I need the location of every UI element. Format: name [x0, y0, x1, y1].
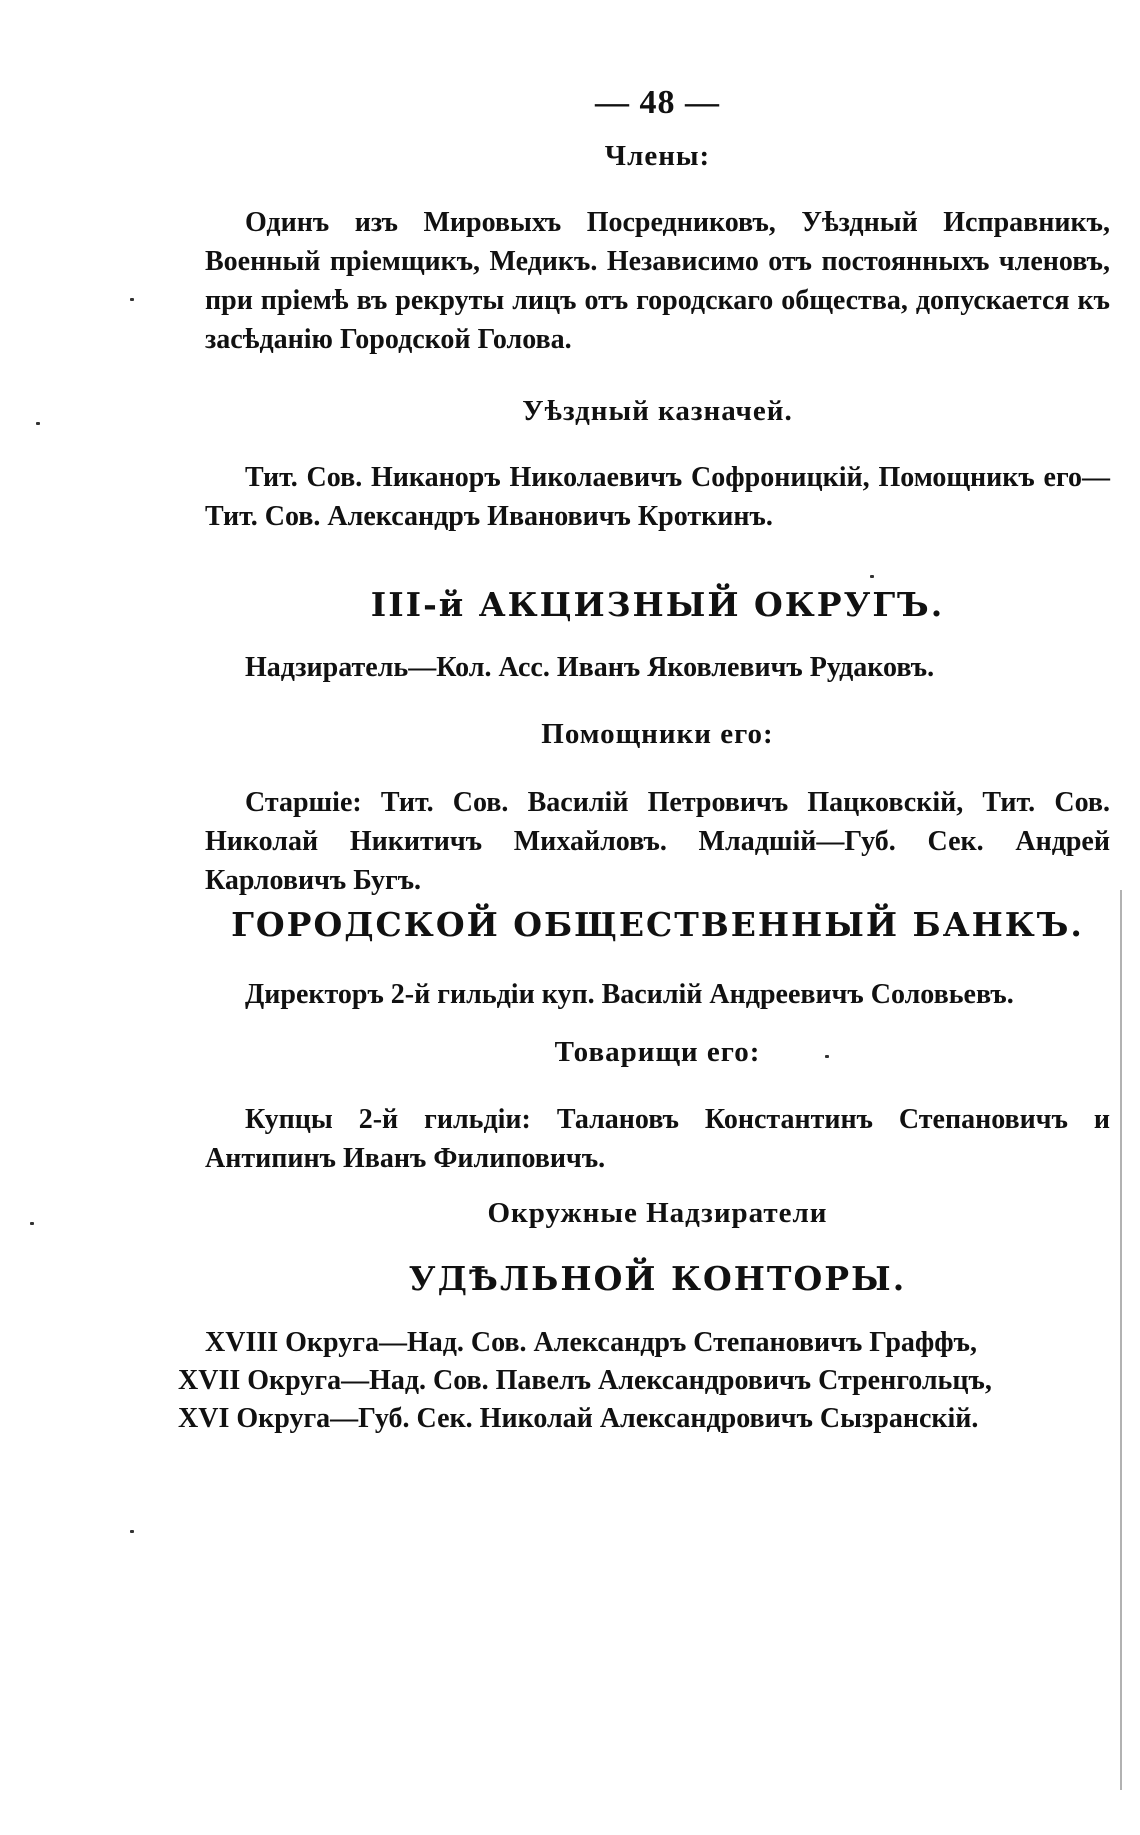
appanage-heading-line1: Окружные Надзиратели [487, 1197, 828, 1229]
print-speck [870, 575, 874, 578]
bank-director: Директоръ 2-й гильдіи куп. Василій Андреевичъ Соловьевъ. [245, 979, 1014, 1010]
appanage-line: XVIII Округа—Над. Сов. Александръ Степановичъ Граффъ, [205, 1327, 977, 1358]
appanage-heading-line2: УДѢЛЬНОЙ КОНТОРЫ. [408, 1259, 907, 1298]
members-paragraph: Одинъ изъ Мировыхъ Посредниковъ, Уѣздный Исправникъ, Военный пріемщикъ, Медикъ. Независимо отъ постоянныхъ членовъ, при пріемѣ въ рекруты лицъ отъ городскаго общества, допускается къ засѣданію Городской Голова. [205, 207, 1110, 355]
members-heading: Члены: [604, 140, 711, 172]
bank-heading: ГОРОДСКОЙ ОБЩЕСТВЕННЫЙ БАНКЪ. [231, 905, 1084, 944]
print-speck [130, 1530, 134, 1533]
print-speck [825, 1055, 829, 1058]
appanage-line: XVII Округа—Над. Сов. Павелъ Александровичъ Стренгольцъ, [178, 1365, 992, 1396]
page-number: — 48 — [595, 84, 720, 121]
print-speck [30, 1222, 34, 1225]
bank-comrades-paragraph: Купцы 2-й гильдіи: Талановъ Константинъ Степановичъ и Антипинъ Иванъ Филиповичъ. [205, 1104, 1110, 1174]
treasurer-heading: Уѣздный казначей. [522, 395, 793, 427]
excise-assistants-paragraph: Старшіе: Тит. Сов. Василій Петровичъ Пацковскій, Тит. Сов. Николай Никитичъ Михайловъ. Младшій—Губ. Сек. Андрей Карловичъ Бугъ. [205, 787, 1110, 896]
excise-heading: III-й АКЦИЗНЫЙ ОКРУГЪ. [370, 585, 945, 624]
print-speck [36, 422, 40, 425]
page-edge-rule [1120, 890, 1122, 1790]
print-speck [130, 298, 134, 301]
excise-supervisor: Надзиратель—Кол. Асс. Иванъ Яковлевичъ Рудаковъ. [245, 652, 935, 683]
appanage-line: XVI Округа—Губ. Сек. Николай Александровичъ Сызранскій. [178, 1403, 979, 1434]
bank-comrades-heading: Товарищи его: [554, 1036, 761, 1068]
treasurer-paragraph: Тит. Сов. Никаноръ Николаевичъ Софроницкій, Помощникъ его—Тит. Сов. Александръ Ивановичъ Кроткинъ. [205, 462, 1110, 532]
excise-assistants-heading: Помощники его: [541, 718, 774, 750]
